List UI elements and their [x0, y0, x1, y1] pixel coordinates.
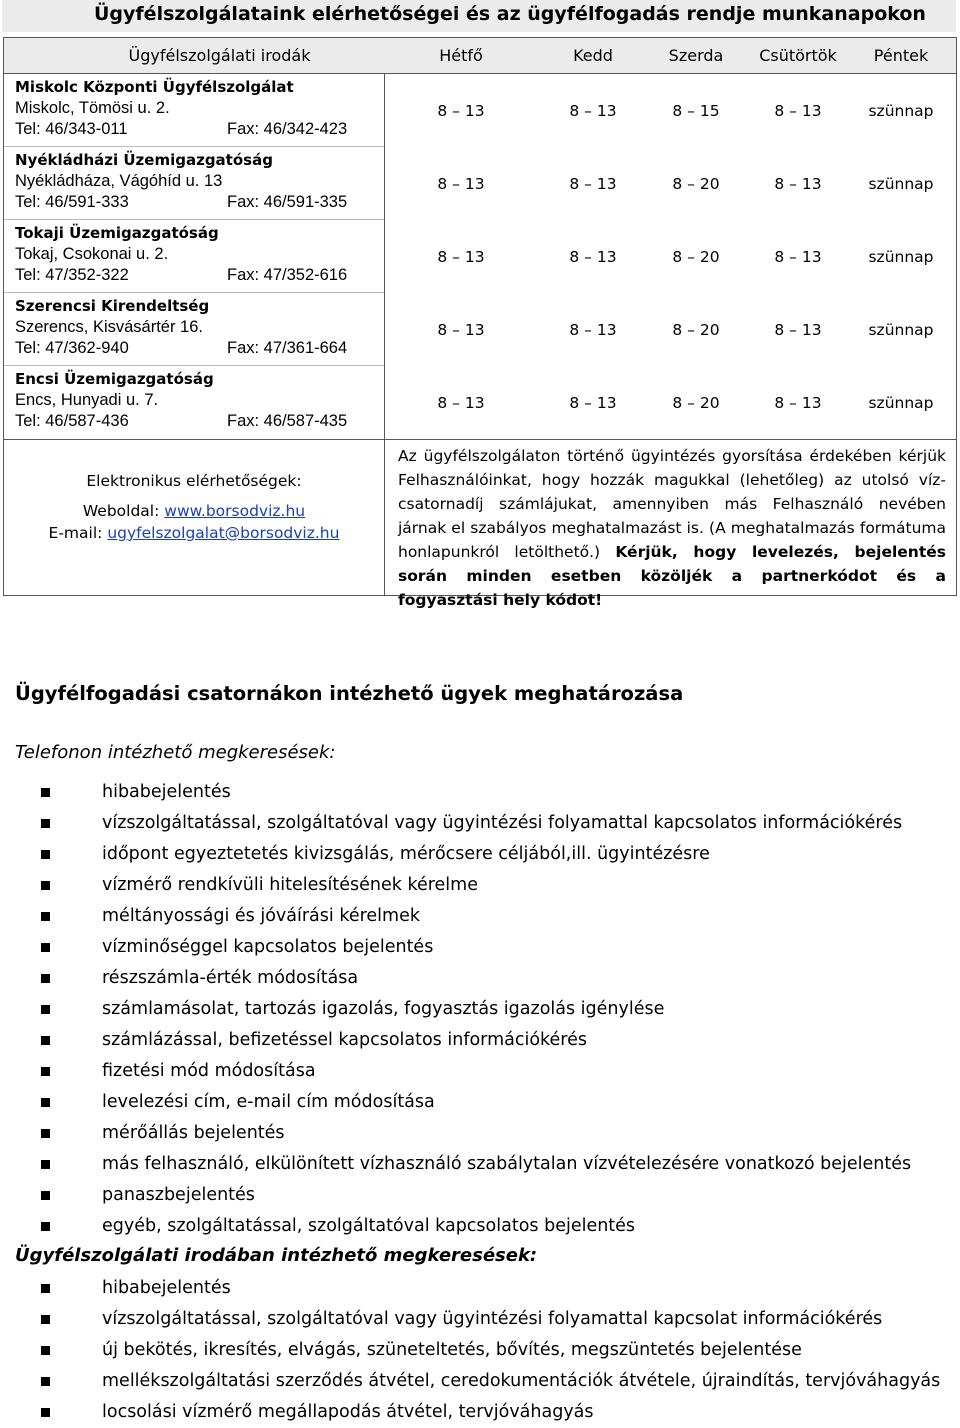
office-items-list	[15, 1273, 940, 1428]
bullet-icon	[41, 1129, 50, 1138]
day-header-friday: Péntek	[873, 46, 929, 65]
office-name: Miskolc Központi Ügyfélszolgálat	[15, 78, 294, 96]
list-item	[15, 1056, 911, 1087]
office-phone: Tel: 46/587-436	[15, 412, 129, 430]
customer-note-cell	[385, 440, 957, 609]
office-fax: Fax: 46/591-335	[227, 193, 348, 211]
bullet-icon	[41, 1160, 50, 1169]
page-heading: Ügyfélszolgálataink elérhetőségei és az ügyfélfogadás rendje munkanapokon	[2, 0, 956, 32]
bullet-icon	[41, 1036, 50, 1045]
hours-value: 8 – 20	[672, 247, 720, 266]
list-item	[15, 777, 911, 808]
list-item	[15, 1335, 940, 1366]
customer-note	[385, 440, 956, 609]
list-item	[15, 1397, 940, 1428]
office-phone: Tel: 46/343-011	[15, 120, 128, 138]
list-item-text: vízszolgáltatással, szolgáltatóval vagy ügyintézési folyamattal kapcsolatos információkérés	[102, 813, 903, 833]
list-item-text: hibabejelentés	[102, 782, 231, 802]
list-item-text: vízszolgáltatással, szolgáltatóval vagy ügyintézési folyamattal kapcsolat információkérés	[102, 1309, 883, 1329]
list-item	[15, 963, 911, 994]
list-item-text: levelezési cím, e-mail cím módosítása	[102, 1092, 435, 1112]
hours-value: 8 – 13	[569, 320, 617, 339]
office-phone: Tel: 47/352-322	[15, 266, 129, 284]
list-item	[15, 839, 911, 870]
office-phone-fax	[15, 192, 384, 213]
list-item	[15, 870, 911, 901]
bullet-icon	[41, 1315, 50, 1324]
hours-value: 8 – 13	[569, 174, 617, 193]
office-hours-row	[385, 366, 956, 439]
hours-value: 8 – 13	[569, 393, 617, 412]
list-item-text: új bekötés, ikresítés, elvágás, szüneteltetés, bővítés, megszüntetés bejelentése	[102, 1340, 802, 1360]
office-entry	[4, 74, 384, 147]
hours-value: szünnap	[868, 393, 934, 412]
office-fax: Fax: 47/361-664	[227, 339, 348, 357]
office-entry	[4, 366, 384, 439]
bullet-icon	[41, 1067, 50, 1076]
bullet-icon	[41, 1408, 50, 1417]
list-item	[15, 808, 911, 839]
list-item-text: más felhasználó, elkülönített vízhasználó szabálytalan vízvételezésére vonatkozó bejelentés	[102, 1154, 912, 1174]
hours-value: szünnap	[868, 101, 934, 120]
bullet-icon	[41, 1191, 50, 1200]
bullet-icon	[41, 1346, 50, 1355]
bullet-icon	[41, 1222, 50, 1231]
office-hours-row	[385, 220, 956, 293]
bullet-icon	[41, 850, 50, 859]
list-item	[15, 1304, 940, 1335]
hours-value: 8 – 13	[437, 247, 485, 266]
hours-value: 8 – 13	[774, 393, 822, 412]
hours-value: 8 – 13	[774, 174, 822, 193]
office-address: Encs, Hunyadi u. 7.	[15, 391, 159, 409]
electronic-contacts-title: Elektronikus elérhetőségek:	[86, 472, 302, 490]
office-phone-fax	[15, 411, 384, 432]
list-item-text: számlázással, befizetéssel kapcsolatos információkérés	[102, 1030, 588, 1050]
bullet-icon	[41, 788, 50, 797]
list-item-text: locsolási vízmérő megállapodás átvétel, tervjóváhagyás	[102, 1402, 594, 1422]
table-header-row	[4, 38, 957, 74]
list-item	[15, 901, 911, 932]
hours-value: szünnap	[868, 320, 934, 339]
list-item-text: időpont egyeztetetés kivizsgálás, mérőcsere céljából,ill. ügyintézésre	[102, 844, 710, 864]
office-name: Tokaji Üzemigazgatóság	[15, 224, 219, 242]
bullet-icon	[41, 943, 50, 952]
hours-value: 8 – 20	[672, 320, 720, 339]
hours-value: 8 – 13	[437, 101, 485, 120]
office-address: Tokaj, Csokonai u. 2.	[15, 245, 169, 263]
offices-cell	[4, 74, 385, 440]
list-item	[15, 1180, 911, 1211]
bullet-icon	[41, 1377, 50, 1386]
list-item	[15, 994, 911, 1025]
list-item	[15, 1025, 911, 1056]
list-item-text: vízmérő rendkívüli hitelesítésének kérelme	[102, 875, 478, 895]
list-item	[15, 1118, 911, 1149]
hours-value: 8 – 20	[672, 393, 720, 412]
hours-value: 8 – 13	[774, 320, 822, 339]
electronic-contacts-cell	[4, 440, 385, 596]
office-section-title: Ügyfélszolgálati irodában intézhető megkeresések:	[15, 1245, 538, 1266]
bullet-icon	[41, 1005, 50, 1014]
list-item	[15, 932, 911, 963]
day-header-wednesday: Szerda	[668, 46, 724, 65]
list-item-text: részszámla-érték módosítása	[102, 968, 359, 988]
section-title: Ügyfélfogadási csatornákon intézhető ügyek meghatározása	[15, 682, 684, 705]
hours-value: szünnap	[868, 174, 934, 193]
list-item-text: panaszbejelentés	[102, 1185, 255, 1205]
email-link[interactable]: ugyfelszolgalat@borsodviz.hu	[107, 524, 340, 542]
office-entry	[4, 293, 384, 366]
email-label: E-mail:	[48, 524, 103, 542]
hours-value: 8 – 13	[774, 247, 822, 266]
office-hours-table	[3, 37, 957, 609]
office-hours-row	[385, 293, 956, 366]
offices-row	[4, 74, 957, 440]
list-item-text: fizetési mód módosítása	[102, 1061, 316, 1081]
hours-value: szünnap	[868, 247, 934, 266]
hours-value: 8 – 13	[437, 393, 485, 412]
hours-value: 8 – 13	[774, 101, 822, 120]
list-item	[15, 1087, 911, 1118]
list-item-text: egyéb, szolgáltatással, szolgáltatóval kapcsolatos bejelentés	[102, 1216, 636, 1236]
hours-value: 8 – 20	[672, 174, 720, 193]
list-item-text: számlamásolat, tartozás igazolás, fogyasztás igazolás igénylése	[102, 999, 665, 1019]
office-phone: Tel: 47/362-940	[15, 339, 129, 357]
day-header-monday: Hétfő	[439, 46, 483, 65]
info-row	[4, 440, 957, 596]
office-phone-fax	[15, 338, 384, 359]
office-name: Nyékládházi Üzemigazgatóság	[15, 151, 273, 169]
hours-value: 8 – 13	[569, 101, 617, 120]
office-hours-row	[385, 147, 956, 220]
list-item-text: mellékszolgáltatási szerződés átvétel, ceredokumentációk átvétele, újraindítás, tervjóváhagyás	[102, 1371, 941, 1391]
list-item-text: méltányossági és jóváírási kérelmek	[102, 906, 420, 926]
hours-value: 8 – 15	[672, 101, 720, 120]
list-item	[15, 1149, 911, 1180]
list-item-text: vízminőséggel kapcsolatos bejelentés	[102, 937, 434, 957]
hours-value: 8 – 13	[569, 247, 617, 266]
bullet-icon	[41, 1098, 50, 1107]
office-fax: Fax: 46/587-435	[227, 412, 348, 430]
list-item	[15, 1273, 940, 1304]
office-name: Encsi Üzemigazgatóság	[15, 370, 214, 388]
bullet-icon	[41, 912, 50, 921]
website-line	[4, 500, 384, 522]
list-item	[15, 1366, 940, 1397]
office-entry	[4, 147, 384, 220]
list-item-text: mérőállás bejelentés	[102, 1123, 285, 1143]
website-label: Weboldal:	[82, 502, 160, 520]
list-item	[15, 1211, 911, 1242]
bullet-icon	[41, 881, 50, 890]
customer-note-text: Az ügyfélszolgálaton történő ügyintézés gyorsítása érdekében kérjük Felhasználóinkat, hogy hozzák magukkal (lehetőleg) az utolsó víz-csatornadíj számlájukat, amennyiben más Felhasználó nevében járnak el szabályos meghatalmazást is. (A meghatalmazás formátuma honlapunkról letölthető.)	[398, 447, 946, 561]
office-phone-fax	[15, 265, 384, 286]
hours-value: 8 – 13	[437, 174, 485, 193]
office-fax: Fax: 47/352-616	[227, 266, 348, 284]
list-item-text: hibabejelentés	[102, 1278, 231, 1298]
office-fax: Fax: 46/342-423	[227, 120, 348, 138]
hours-cell	[385, 74, 957, 440]
office-name: Szerencsi Kirendeltség	[15, 297, 210, 315]
hours-value: 8 – 13	[437, 320, 485, 339]
office-address: Szerencs, Kisvásártér 16.	[15, 318, 203, 336]
office-hours-row	[385, 74, 956, 147]
email-line	[4, 522, 384, 544]
office-phone: Tel: 46/591-333	[15, 193, 129, 211]
customer-note-bold: Kérjük, hogy levelezés, bejelentés során minden esetben közöljék a partnerkódot és a fogyasztási hely kódot!	[398, 543, 946, 609]
phone-items-list	[15, 777, 911, 1242]
office-address: Miskolc, Tömösi u. 2.	[15, 99, 170, 117]
website-link[interactable]: www.borsodviz.hu	[164, 502, 306, 520]
bullet-icon	[41, 1284, 50, 1293]
day-header-thursday: Csütörtök	[759, 46, 837, 65]
bullet-icon	[41, 819, 50, 828]
office-address: Nyékládháza, Vágóhíd u. 13	[15, 172, 223, 190]
office-entry	[4, 220, 384, 293]
phone-section-title: Telefonon intézhető megkeresések:	[15, 742, 336, 763]
office-column-header: Ügyfélszolgálati irodák	[128, 46, 311, 65]
bullet-icon	[41, 974, 50, 983]
day-header-tuesday: Kedd	[573, 46, 613, 65]
office-phone-fax	[15, 119, 384, 140]
